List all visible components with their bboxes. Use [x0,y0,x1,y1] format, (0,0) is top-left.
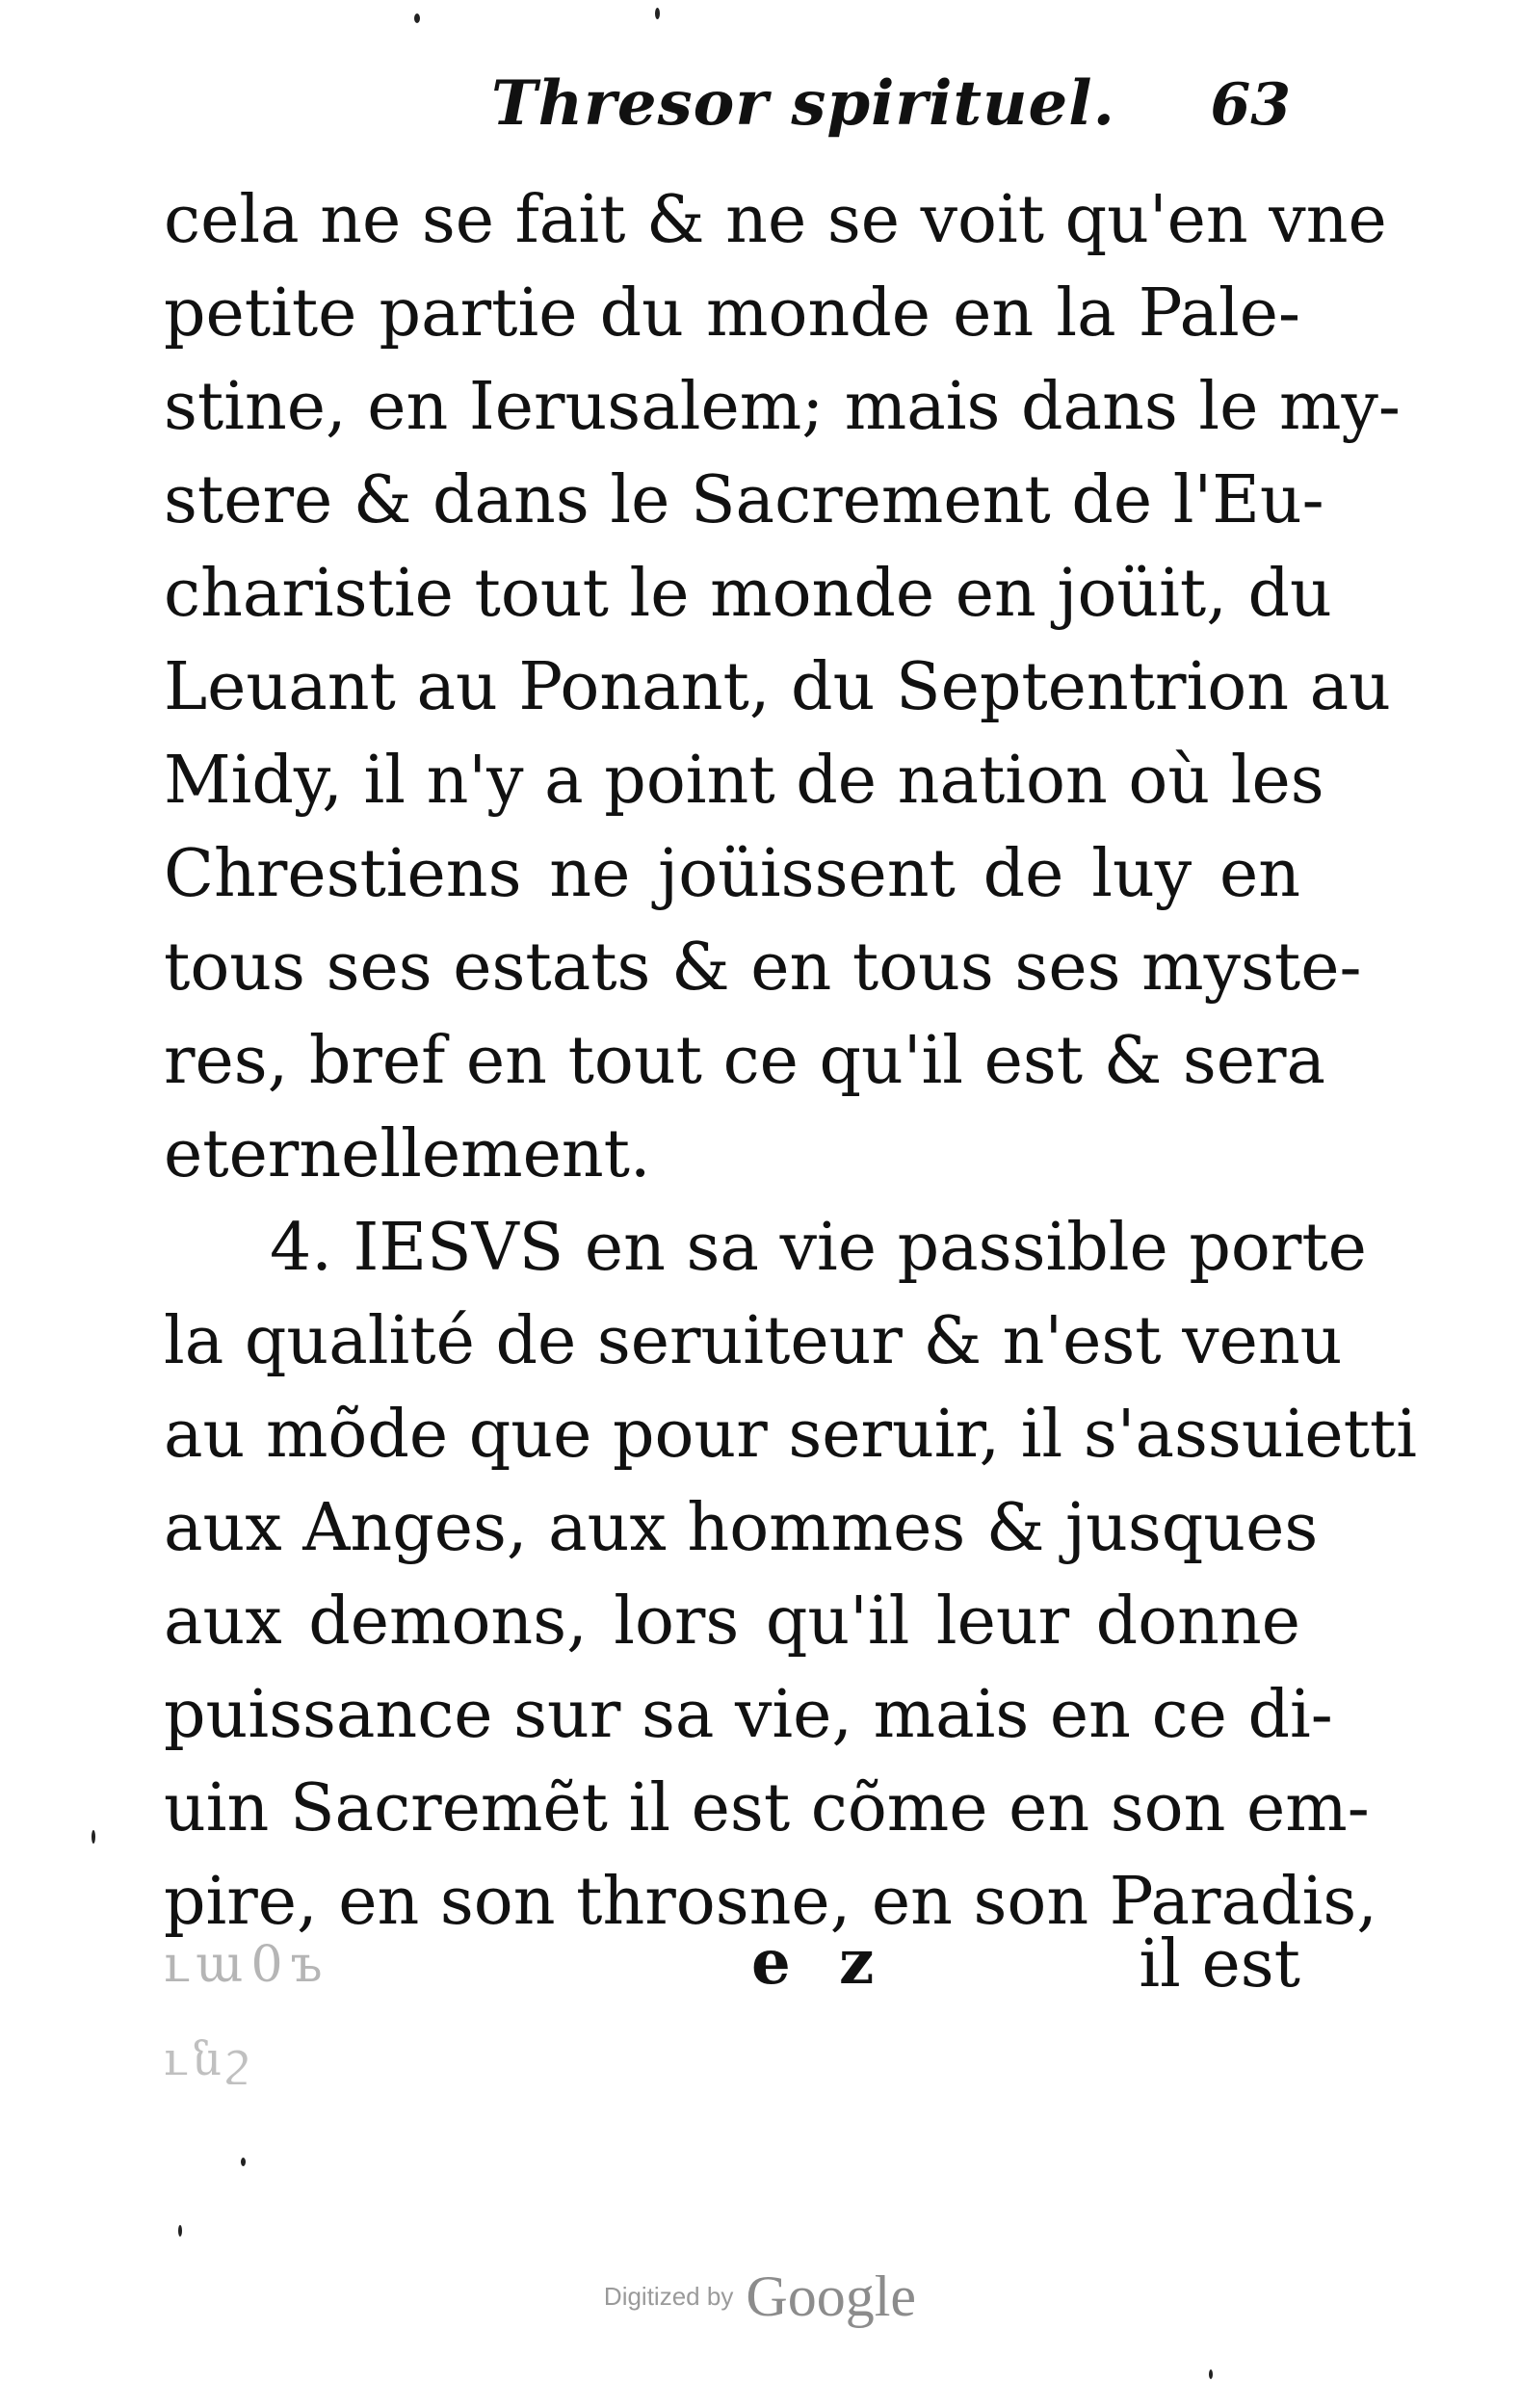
text-line-3: stine, en Ierusalem; mais dans le my- [164,369,1401,445]
signature-mark: e z [751,1926,888,1999]
ink-speck [414,13,420,23]
text-line-2: petite partie du monde en la Pale- [164,275,1300,352]
text-line-5: charistie tout le monde en joüit, du [164,556,1332,632]
ink-speck [178,2225,182,2237]
running-title: Thresor spirituel. [491,67,1115,140]
page-number: 63 [1210,71,1291,139]
faded-mark: ւա0ъ [164,1936,330,1994]
google-logo: Google [746,2264,917,2328]
text-line-12: 4. IESVS en sa vie passible porte [270,1210,1367,1286]
text-line-4: stere & dans le Sacrement de l'Eu- [164,462,1324,538]
digitized-watermark [0,2264,1520,2330]
page-footer [164,1926,1300,2020]
text-line-18: uin Sacremẽt il est cõme en son em- [164,1770,1370,1846]
text-line-1: cela ne se fait & ne se voit qu'en vne [164,182,1387,258]
text-line-15: aux Anges, aux hommes & jusques [164,1490,1319,1566]
text-line-17: puissance sur sa vie, mais en ce di- [164,1677,1333,1753]
text-line-9: tous ses estats & en tous ses myste- [164,929,1362,1006]
catchword: il est [1139,1926,1300,2002]
ink-speck [92,1830,95,1844]
margin-note: ւնշ [164,2032,254,2086]
text-line-6: Leuant au Ponant, du Septentrion au [164,649,1391,725]
page-header [173,67,1310,173]
text-line-10: res, bref en tout ce qu'il est & sera [164,1023,1326,1099]
ink-speck [655,8,660,19]
body-text [164,173,1417,1949]
text-line-14: au mõde que pour seruir, il s'assuietti [164,1397,1417,1473]
text-line-19: pire, en son throsne, en son Paradis, [164,1864,1377,1940]
text-line-11: eternellement. [164,1116,651,1192]
text-line-8: Chrestiens ne joüissent de luy en [164,836,1300,912]
digitized-by-label: Digitized by [603,2282,734,2311]
text-line-7: Midy, il n'y a point de nation où les [164,743,1324,819]
text-line-13: la qualité de seruiteur & n'est venu [164,1303,1343,1379]
text-line-16: aux demons, lors qu'il leur donne [164,1584,1300,1660]
ink-speck [1209,2369,1213,2379]
ink-speck [241,2158,246,2166]
